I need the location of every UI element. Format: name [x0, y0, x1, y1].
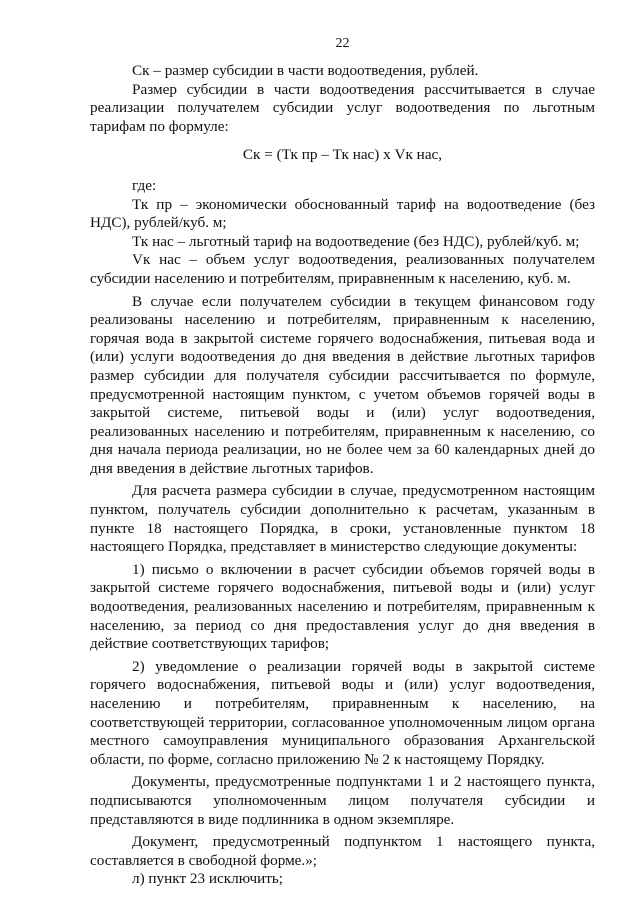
paragraph-current-year-case: В случае если получателем субсидии в текущем финансовом году реализованы населению и потребителям, приравненным к населению, горячая вода в закрытой системе горячего водоснабжения, питьевая вода и (или) услуги водоотведения до дня введения в действие льготных тарифов размер субсидии для получателя субсидии рассчитывается по формуле, предусмотренной настоящим пунктом, с учетом объемов горячей воды в закрытой системе, питьевой воды и (или) услуг водоотведения, реализованных населению и потребителям, приравненным к населению, со дня начала периода реализации, но не более чем за 60 календарных дней до дня введения в действие льготных тарифов.: [90, 292, 595, 477]
paragraph-definition-tk-nas: Тк нас – льготный тариф на водоотведение (без НДС), рублей/куб. м;: [132, 232, 580, 250]
paragraph-item-l: л) пункт 23 исключить;: [132, 870, 284, 888]
paragraph-where: где:: [132, 176, 157, 194]
paragraph-definition-sk: Ск – размер субсидии в части водоотведения, рублей.: [132, 62, 479, 79]
paragraph-item-1-letter: 1) письмо о включении в расчет субсидии объемов горячей воды в закрытой системе горячего водоснабжения, питьевой воды и (или) услуг водоотведения, реализованных населению и потребителям, приравненным к населению, за период со дня предоставления услуг до дня введения в действие соответствующих тарифов;: [90, 560, 595, 653]
paragraph-definition-vk-nas: Vк нас – объем услуг водоотведения, реализованных получателем субсидии населению и потребителям, приравненным к населению, куб. м.: [90, 251, 595, 287]
paragraph-item-2-notification: 2) уведомление о реализации горячей воды в закрытой системе горячего водоснабжения, питьевой воды и (или) услуг водоотведения, населению и потребителям, приравненным к населению, на соответствующей территории, согласованное уполномоченным лицом органа местного самоуправления муниципального образования Архангельской области, по форме, согласно приложению № 2 к настоящему Порядку.: [90, 657, 595, 768]
paragraph-documents-signing: Документы, предусмотренные подпунктами 1 и 2 настоящего пункта, подписываются уполномоченным лицом получателя субсидии и представляются в виде подлинника в одном экземпляре.: [90, 773, 595, 828]
paragraph-free-form: Документ, предусмотренный подпунктом 1 настоящего пункта, составляется в свободной форме.»;: [90, 833, 595, 869]
page-number: 22: [335, 36, 350, 51]
formula: Ск = (Тк пр – Тк нас) х Vк нас,: [242, 146, 443, 164]
paragraph-documents-list-intro: Для расчета размера субсидии в случае, предусмотренном настоящим пунктом, получатель субсидии дополнительно к расчетам, указанным в пункте 18 настоящего Порядка, в сроки, установленные пунктом 18 настоящего Порядка, представляет в министерство следующие документы:: [90, 482, 595, 556]
paragraph-definition-tk-pr: Тк пр – экономически обоснованный тариф на водоотведение (без НДС), рублей/куб. м;: [90, 195, 595, 232]
paragraph-calculation-intro: Размер субсидии в части водоотведения рассчитывается в случае реализации получателем субсидии услуг водоотведения по льготным тарифам по формуле:: [90, 80, 595, 135]
document-body: [90, 62, 595, 889]
